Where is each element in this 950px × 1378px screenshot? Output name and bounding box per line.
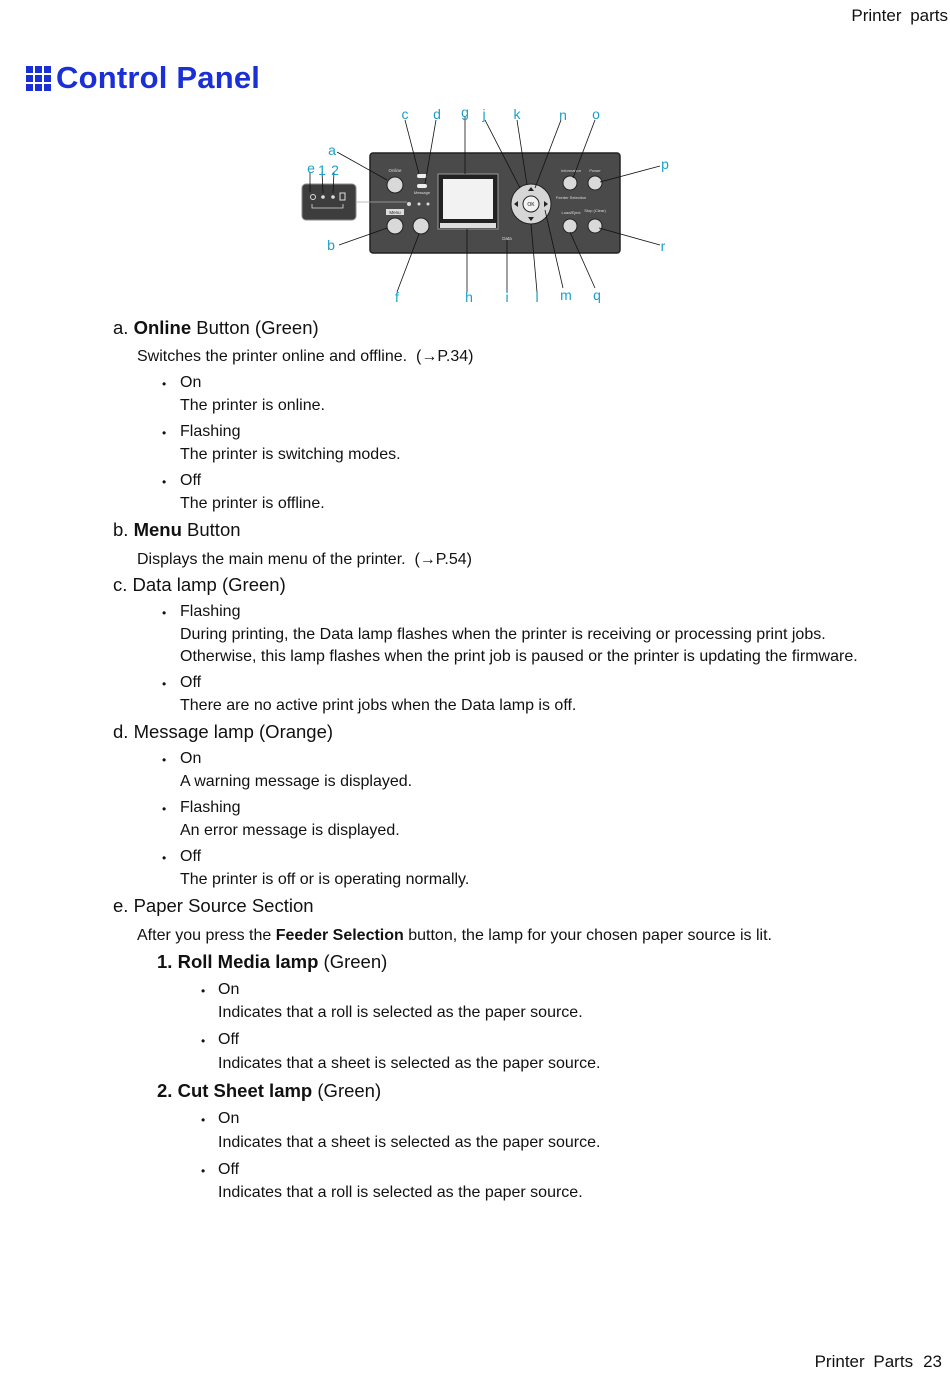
state-text: The printer is switching modes. (180, 446, 401, 463)
load-label: Load/Eject (561, 210, 581, 215)
info-button-shape (563, 176, 577, 190)
state-label: Off (218, 1161, 240, 1178)
callout-f: f (395, 289, 399, 305)
power-label: Power (589, 168, 601, 173)
bullet: • (162, 677, 167, 691)
page-title: Control Panel (56, 60, 261, 95)
state-label: Flashing (180, 603, 241, 620)
callout-p: p (661, 156, 669, 172)
callout-e: e (307, 160, 315, 176)
online-button-shape (387, 177, 403, 193)
state-label: Flashing (180, 423, 241, 440)
bullet: • (201, 1034, 206, 1048)
bullet: • (201, 1164, 206, 1178)
state-text: There are no active print jobs when the Data lamp is off. (180, 697, 577, 714)
message-lamp-shape (417, 184, 427, 188)
bullet: • (201, 1113, 206, 1127)
callout-b: b (327, 237, 335, 253)
bullet: • (201, 984, 206, 998)
page-title-block (26, 60, 260, 96)
feeder-label: Feeder Selection (555, 195, 587, 200)
display-indicators (440, 223, 496, 228)
sub-item-2-heading: 2. Cut Sheet lamp (Green) (157, 1080, 382, 1101)
state-label: Off (218, 1031, 240, 1048)
state-label: On (218, 1110, 240, 1127)
item-b-heading: b. Menu Button (113, 519, 241, 540)
state-text: Indicates that a roll is selected as the paper source. (218, 1004, 583, 1021)
item-d-heading: d. Message lamp (Orange) (113, 721, 334, 742)
callout-c: c (401, 106, 409, 122)
item-c-heading: c. Data lamp (Green) (113, 574, 286, 595)
running-header: Printer parts (851, 6, 948, 25)
callout-h: h (465, 289, 473, 305)
state-text: Indicates that a roll is selected as the paper source. (218, 1184, 583, 1201)
message-lamp-label: Message (413, 190, 431, 195)
callout-d: d (433, 106, 441, 122)
menu-button-shape (387, 218, 403, 234)
control-panel-figure (295, 100, 675, 310)
bullet: • (162, 377, 167, 391)
item-a-heading: a. Online Button (Green) (113, 317, 319, 338)
state-label: Off (180, 848, 202, 865)
callout-o: o (592, 106, 600, 122)
data-lamp-label: Data (502, 236, 512, 241)
display-screen (443, 179, 493, 219)
state-text: Indicates that a sheet is selected as the paper source. (218, 1134, 601, 1151)
bullet: • (162, 606, 167, 620)
callout-q: q (593, 287, 601, 303)
bullet: • (162, 426, 167, 440)
bullet: • (162, 802, 167, 816)
roll-lamp (321, 195, 325, 199)
state-text: Otherwise, this lamp flashes when the print job is paused or the printer is updating the firmware. (180, 648, 858, 665)
callout-n: n (559, 107, 567, 123)
callout-r: r (660, 238, 666, 254)
state-text: The printer is off or is operating normally. (180, 871, 470, 888)
callout-k: k (513, 106, 521, 122)
item-e-heading: e. Paper Source Section (113, 895, 314, 916)
bullet: • (162, 475, 167, 489)
callout-l: l (535, 289, 539, 305)
state-label: On (180, 750, 202, 767)
data-lamp-shape (417, 174, 427, 178)
callout-1: 1 (318, 162, 326, 178)
item-a-desc: Switches the printer online and offline. (→P.34) (137, 348, 474, 365)
bullet: • (162, 753, 167, 767)
load-button-shape (563, 219, 577, 233)
footer-section: Printer Parts (814, 1352, 914, 1371)
state-text: A warning message is displayed. (180, 773, 413, 790)
state-text: An error message is displayed. (180, 822, 400, 839)
online-label: Online (388, 168, 402, 173)
page-footer (815, 1352, 942, 1372)
page-number: 23 (923, 1352, 942, 1371)
state-text: The printer is offline. (180, 495, 325, 512)
sheet-lamp (331, 195, 335, 199)
ok-label: OK (527, 202, 535, 208)
stop-button-shape (588, 219, 602, 233)
menu-label: Menu (389, 210, 401, 215)
state-label: On (218, 981, 240, 998)
callout-j: j (482, 106, 486, 122)
state-label: Off (180, 674, 202, 691)
item-e-desc: After you press the Feeder Selection button, the lamp for your chosen paper source is lit. (137, 927, 772, 944)
state-label: On (180, 374, 202, 391)
power-button-shape (588, 176, 602, 190)
callout-2: 2 (331, 162, 339, 178)
stop-label: Stop (Clear) (584, 208, 606, 213)
feeder-button-shape (413, 218, 429, 234)
callout-m: m (560, 287, 572, 303)
sub-item-1-heading: 1. Roll Media lamp (Green) (157, 951, 388, 972)
state-text: Indicates that a sheet is selected as the paper source. (218, 1055, 601, 1072)
state-text: The printer is online. (180, 397, 325, 414)
grid-icon (26, 66, 51, 91)
state-label: Off (180, 472, 202, 489)
callout-a: a (328, 142, 336, 158)
callout-g: g (461, 104, 469, 120)
control-panel-illustration (295, 100, 675, 310)
info-label: Information (560, 168, 582, 173)
callout-i: i (505, 289, 509, 305)
state-text: During printing, the Data lamp flashes when the printer is receiving or processing print jobs. (180, 626, 826, 643)
item-b-desc: Displays the main menu of the printer. (→P.54) (137, 551, 472, 568)
bullet: • (162, 851, 167, 865)
state-label: Flashing (180, 799, 241, 816)
